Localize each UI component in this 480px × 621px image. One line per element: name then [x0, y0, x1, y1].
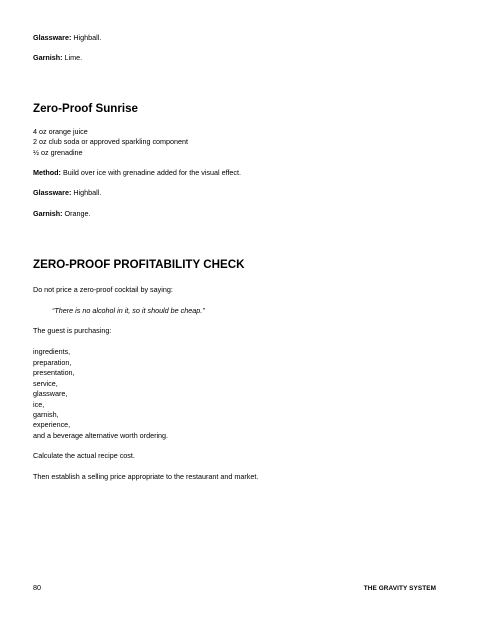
- recipe-glassware-label: Glassware:: [33, 188, 72, 198]
- recipe-glassware-line: [33, 188, 443, 198]
- recipe-garnish-line: [33, 209, 443, 219]
- recipe-glassware-value: Highball.: [71, 188, 102, 198]
- list-item: service,: [33, 378, 58, 388]
- glassware-label: Glassware:: [33, 33, 72, 42]
- ingredient-item: ½ oz grenadine: [33, 147, 83, 157]
- purchasing-intro: The guest is purchasing:: [33, 326, 112, 336]
- garnish-label: Garnish:: [33, 53, 63, 63]
- calculate-line: Calculate the actual recipe cost.: [33, 451, 135, 461]
- running-footer-title: THE GRAVITY SYSTEM: [363, 585, 436, 592]
- list-item: and a beverage alternative worth ordering.: [33, 430, 169, 440]
- list-item: experience,: [33, 420, 71, 430]
- list-item: ice,: [33, 399, 45, 409]
- pricing-intro: Do not price a zero-proof cocktail by saying:: [33, 285, 173, 295]
- ingredient-item: 2 oz club soda or approved sparkling component: [33, 137, 189, 147]
- recipe-garnish-value: Orange.: [62, 208, 91, 218]
- garnish-value: Lime.: [62, 53, 83, 63]
- pricing-quote: “There is no alcohol in it, so it should be cheap.”: [52, 305, 205, 315]
- glassware-line: [33, 33, 443, 43]
- glassware-value: Highball.: [71, 33, 102, 42]
- page-content: [33, 33, 443, 482]
- recipe-title: Zero-Proof Sunrise: [33, 101, 139, 115]
- list-item: presentation,: [33, 368, 75, 378]
- method-value: Build over ice with grenadine added for the visual effect.: [60, 168, 242, 178]
- establish-line: Then establish a selling price appropriate to the restaurant and market.: [33, 471, 259, 481]
- ingredient-item: 4 oz orange juice: [33, 126, 88, 136]
- recipe-garnish-label: Garnish:: [33, 208, 63, 218]
- list-item: preparation,: [33, 357, 72, 367]
- method-line: [33, 168, 443, 178]
- list-item: ingredients,: [33, 347, 71, 357]
- list-item: glassware,: [33, 389, 68, 399]
- purchasing-list: [33, 347, 443, 441]
- ingredient-list: [33, 127, 443, 158]
- list-item: garnish,: [33, 409, 59, 419]
- garnish-line: [33, 53, 443, 63]
- section-title: ZERO-PROOF PROFITABILITY CHECK: [33, 258, 245, 272]
- page-number: 80: [33, 583, 41, 592]
- method-label: Method:: [33, 168, 61, 178]
